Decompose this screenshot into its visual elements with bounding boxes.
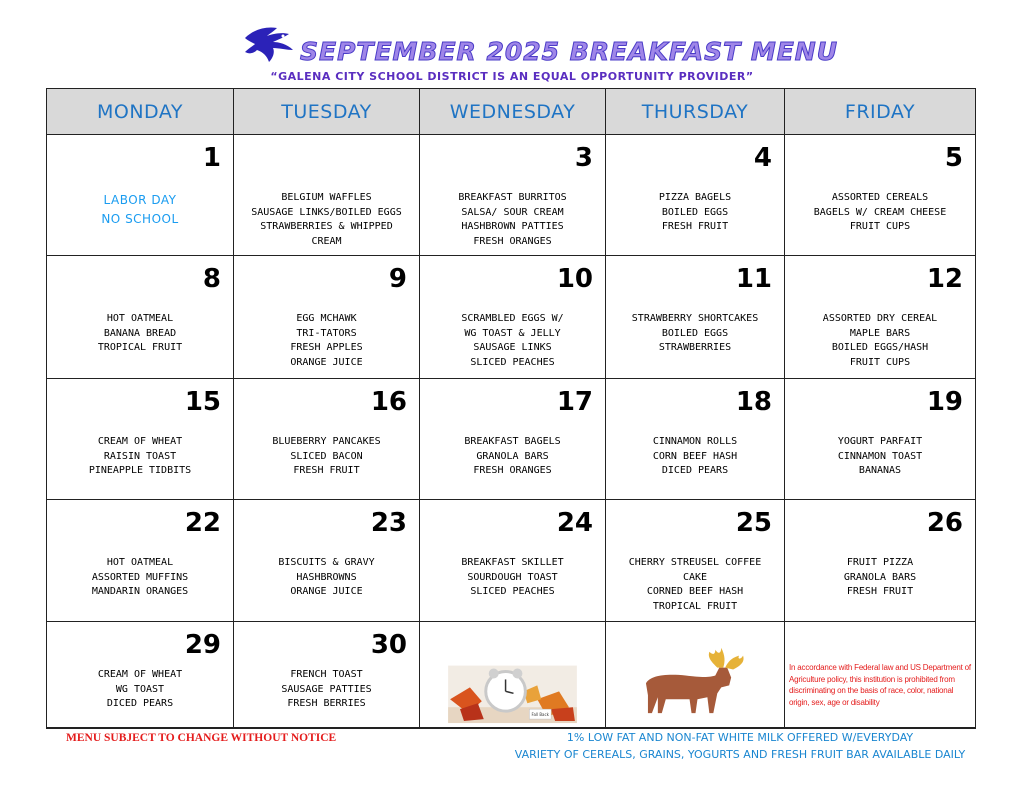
menu-item: FRESH FRUIT: [661, 221, 729, 232]
menu-item: STRAWBERRIES & WHIPPED: [260, 221, 393, 232]
menu-items: [234, 312, 419, 370]
menu-item: BREAKFAST BURRITOS: [458, 192, 567, 203]
day-number: 1: [202, 143, 221, 173]
menu-item: BANANAS: [858, 465, 902, 476]
day-cell: [420, 256, 606, 379]
menu-items: [420, 435, 605, 479]
day-number: 5: [944, 143, 963, 173]
menu-items: [234, 668, 419, 712]
day-header-monday: MONDAY: [47, 89, 234, 135]
clock-autumn-leaves-image: [420, 622, 605, 727]
day-cell: [785, 379, 975, 500]
milk-notice: 1% LOW FAT AND NON-FAT WHITE MILK OFFERED W/EVERYDAY: [566, 731, 914, 744]
day-cell: [420, 135, 606, 256]
menu-items: [606, 435, 784, 479]
menu-item: SAUSAGE LINKS: [473, 342, 552, 353]
nondiscrimination-notice: In accordance with Federal law and US Department of Agriculture policy, this institution is prohibited from discriminating on the basis of race, color, national origin, sex, age or disability: [789, 663, 971, 707]
menu-item: CINNAMON TOAST: [837, 450, 923, 462]
day-number: 25: [735, 508, 772, 538]
menu-item: CREAM OF WHEAT: [97, 436, 183, 447]
menu-item: WG TOAST & JELLY: [464, 327, 561, 339]
menu-item: MANDARIN ORANGES: [91, 586, 189, 597]
day-number: 24: [556, 508, 593, 538]
day-cell: [234, 379, 420, 500]
menu-item: FRESH ORANGES: [473, 235, 552, 247]
day-number: 3: [574, 143, 593, 173]
menu-items: [47, 435, 233, 479]
menu-item: BOILED EGGS/HASH: [831, 342, 929, 353]
menu-items: [47, 668, 233, 712]
nondiscrimination-cell: [785, 622, 975, 728]
menu-item: TROPICAL FRUIT: [97, 342, 183, 353]
menu-item: YOGURT PARFAIT: [837, 436, 923, 447]
menu-item: HOT OATMEAL: [106, 313, 174, 324]
menu-item: FRUIT CUPS: [849, 356, 911, 368]
menu-item: SLICED BACON: [290, 450, 363, 462]
menu-item: CORN BEEF HASH: [652, 450, 738, 462]
menu-item: DICED PEARS: [661, 465, 729, 476]
equal-opportunity-subtitle: “GALENA CITY SCHOOL DISTRICT IS AN EQUAL OPPORTUNITY PROVIDER”: [270, 70, 754, 83]
menu-item: ASSORTED DRY CEREAL: [822, 313, 938, 324]
day-number: 22: [184, 508, 221, 538]
menu-item: PINEAPPLE TIDBITS: [88, 465, 192, 476]
day-number: 4: [753, 143, 772, 173]
day-cell: [606, 500, 785, 622]
menu-item: TRI-TATORS: [296, 327, 357, 339]
menu-item: ORANGE JUICE: [290, 586, 363, 597]
day-number: 30: [370, 630, 407, 660]
day-cell: [47, 256, 234, 379]
menu-item: FRESH FRUIT: [846, 586, 914, 597]
day-header-thursday: THURSDAY: [606, 89, 785, 135]
day-cell: [606, 135, 785, 256]
menu-item: WG TOAST: [115, 683, 165, 695]
day-cell: [47, 379, 234, 500]
day-number: 10: [556, 264, 593, 294]
menu-item: GRANOLA BARS: [843, 571, 917, 583]
menu-item: ASSORTED CEREALS: [831, 192, 929, 203]
day-cell: [47, 500, 234, 622]
menu-item: STRAWBERRIES: [658, 342, 732, 353]
menu-items: [47, 556, 233, 600]
day-number: 18: [735, 387, 772, 417]
menu-item: MAPLE BARS: [849, 327, 911, 339]
day-cell: [234, 135, 420, 256]
menu-items: [785, 191, 975, 235]
menu-item: FRESH APPLES: [290, 342, 363, 353]
day-cell: [420, 379, 606, 500]
menu-item: SAUSAGE PATTIES: [281, 683, 372, 695]
menu-item: SLICED PEACHES: [470, 356, 555, 368]
menu-item: FRESH ORANGES: [473, 465, 552, 476]
menu-item: BREAKFAST BAGELS: [464, 436, 561, 447]
eagle-logo-icon: [243, 24, 297, 66]
menu-item: BANANA BREAD: [103, 327, 177, 339]
menu-item: FRENCH TOAST: [290, 669, 363, 680]
menu-items: [785, 556, 975, 600]
menu-item: BOILED EGGS: [661, 206, 729, 218]
menu-item: ORANGE JUICE: [290, 356, 363, 368]
menu-items: [234, 556, 419, 600]
menu-items: [606, 556, 784, 614]
page-title: SEPTEMBER 2025 BREAKFAST MENU: [300, 37, 839, 66]
day-header-friday: FRIDAY: [785, 89, 975, 135]
menu-item: BLUEBERRY PANCAKES: [272, 436, 381, 447]
menu-item: FRUIT CUPS: [849, 221, 911, 232]
empty-cell-clock-image: [420, 622, 606, 728]
menu-item: SAUSAGE LINKS/BOILED EGGS: [251, 206, 402, 218]
empty-cell-moose-image: [606, 622, 785, 728]
menu-item: BREAKFAST SKILLET: [461, 557, 564, 568]
menu-item: TROPICAL FRUIT: [652, 600, 738, 612]
menu-items: [234, 191, 419, 249]
day-header-wednesday: WEDNESDAY: [420, 89, 606, 135]
day-number: 19: [926, 387, 963, 417]
menu-item: CORNED BEEF HASH: [646, 586, 744, 597]
menu-item: CAKE: [682, 571, 708, 583]
menu-items: [785, 435, 975, 479]
menu-items: [420, 191, 605, 249]
day-cell: [234, 256, 420, 379]
moose-image: [606, 622, 784, 727]
menu-item: FRESH BERRIES: [287, 698, 366, 709]
menu-item: CREAM: [311, 235, 342, 247]
menu-item: BISCUITS & GRAVY: [278, 557, 375, 568]
day-number: 9: [388, 264, 407, 294]
holiday-line: LABOR DAY: [103, 193, 177, 207]
menu-items: [420, 312, 605, 370]
day-number: 29: [184, 630, 221, 660]
day-cell: [785, 500, 975, 622]
day-number: 26: [926, 508, 963, 538]
day-number: 11: [735, 264, 772, 294]
menu-item: HASHBROWN PATTIES: [461, 221, 564, 232]
menu-item: GRANOLA BARS: [476, 450, 549, 462]
menu-items: [47, 312, 233, 356]
menu-item: RAISIN TOAST: [103, 450, 177, 462]
menu-item: BELGIUM WAFFLES: [281, 192, 372, 203]
menu-items: [606, 312, 784, 356]
menu-item: DICED PEARS: [106, 698, 174, 709]
menu-items: [420, 556, 605, 600]
menu-item: SLICED PEACHES: [470, 586, 555, 597]
menu-item: SCRAMBLED EGGS W/: [461, 313, 564, 324]
menu-item: BAGELS W/ CREAM CHEESE: [813, 206, 947, 218]
day-number: 23: [370, 508, 407, 538]
day-cell: [47, 135, 234, 256]
day-cell: [785, 135, 975, 256]
clock-sign-text: Fall Back: [531, 712, 549, 718]
menu-item: HOT OATMEAL: [106, 557, 174, 568]
menu-item: SOURDOUGH TOAST: [467, 571, 558, 583]
menu-items: [785, 312, 975, 370]
day-cell: [606, 379, 785, 500]
menu-item: BOILED EGGS: [661, 327, 729, 339]
day-number: 12: [926, 264, 963, 294]
menu-change-notice: MENU SUBJECT TO CHANGE WITHOUT NOTICE: [66, 732, 337, 744]
day-number: 16: [370, 387, 407, 417]
menu-item: STRAWBERRY SHORTCAKES: [631, 313, 759, 324]
menu-calendar-grid: [46, 88, 976, 729]
day-cell: [785, 256, 975, 379]
day-cell: [234, 622, 420, 728]
day-cell: [234, 500, 420, 622]
menu-item: CINNAMON ROLLS: [652, 436, 738, 447]
menu-item: PIZZA BAGELS: [658, 192, 732, 203]
day-number: 17: [556, 387, 593, 417]
day-cell: [606, 256, 785, 379]
day-number: 8: [202, 264, 221, 294]
day-header-tuesday: TUESDAY: [234, 89, 420, 135]
fruit-bar-notice: VARIETY OF CEREALS, GRAINS, YOGURTS AND FRESH FRUIT BAR AVAILABLE DAILY: [514, 748, 966, 761]
holiday-note: [47, 191, 233, 229]
menu-item: HASHBROWNS: [296, 571, 357, 583]
menu-item: ASSORTED MUFFINS: [91, 571, 189, 583]
menu-item: EGG MCHAWK: [296, 313, 357, 324]
day-cell: [420, 500, 606, 622]
menu-item: CREAM OF WHEAT: [97, 669, 183, 680]
menu-item: SALSA/ SOUR CREAM: [461, 206, 564, 218]
menu-items: [234, 435, 419, 479]
menu-item: FRESH FRUIT: [293, 465, 360, 476]
menu-item: FRUIT PIZZA: [846, 557, 914, 568]
menu-items: [606, 191, 784, 235]
day-number: 15: [184, 387, 221, 417]
holiday-line: NO SCHOOL: [101, 212, 179, 226]
menu-item: CHERRY STREUSEL COFFEE: [628, 557, 762, 568]
day-cell: [47, 622, 234, 728]
